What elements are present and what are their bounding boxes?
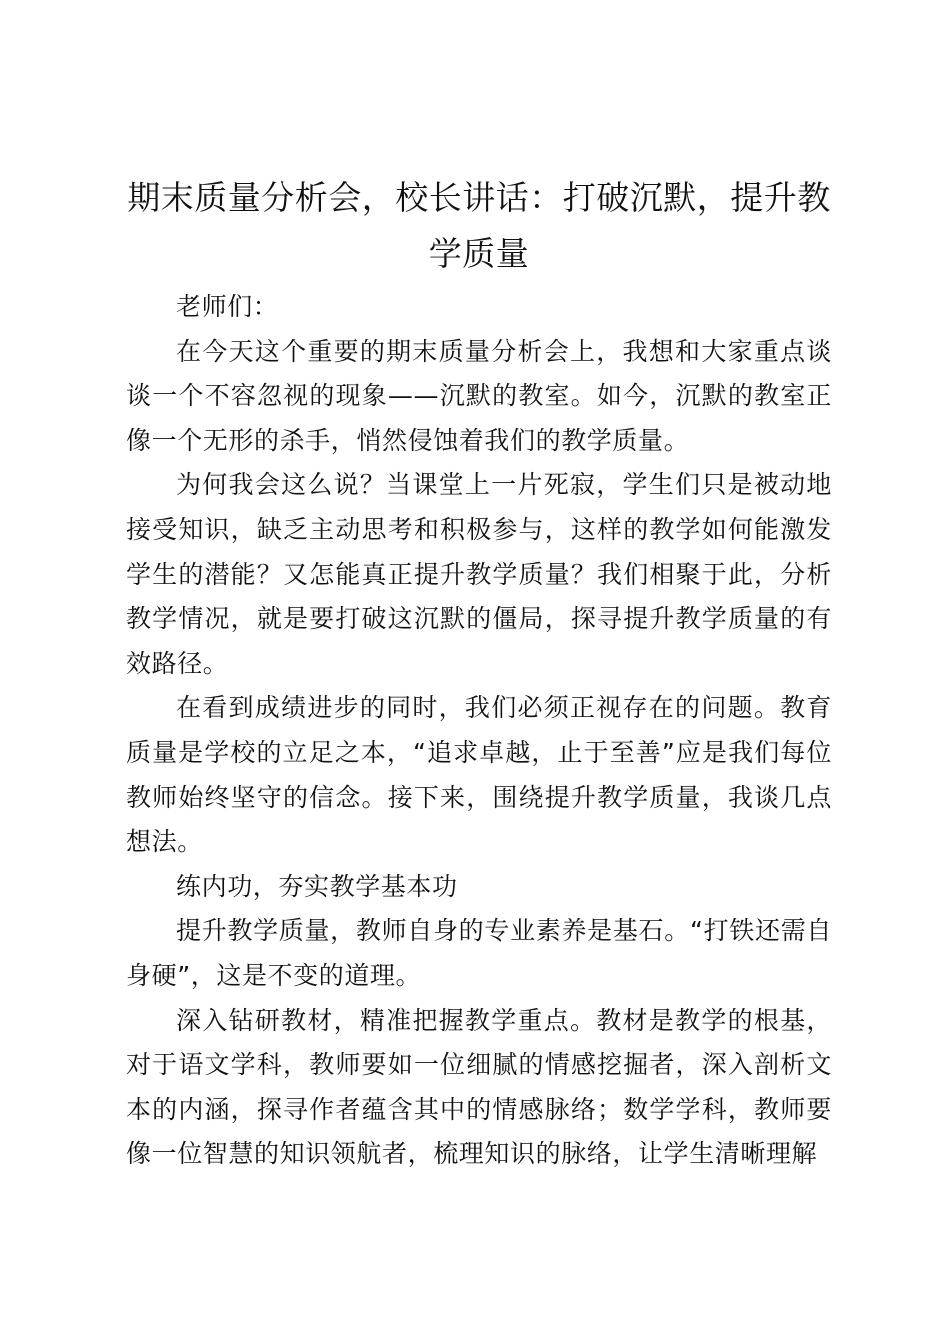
salutation: 老师们： — [176, 292, 279, 321]
paragraph-textbook: 深入钻研教材，精准把握教学重点。教材是教学的根基，对于语文学科，教师要如一位细腻的情感挖掘者，深入剖析文本的内涵，探寻作者蕴含其中的情感脉络；数学学科，教师要像一位智慧的知识领航者，梳理知识的脉络，让学生清晰理解 — [126, 1005, 832, 1169]
document-title: 期末质量分析会，校长讲话：打破沉默，提升教学质量 — [127, 178, 831, 273]
section-heading: 练内功，夯实教学基本功 — [176, 871, 458, 901]
paragraph-foundation: 提升教学质量，教师自身的专业素养是基石。“打铁还需自身硬”，这是不变的道理。 — [126, 916, 832, 990]
document-body — [126, 170, 832, 1177]
paragraph-intro: 在今天这个重要的期末质量分析会上，我想和大家重点谈谈一个不容忽视的现象——沉默的教室。如今，沉默的教室正像一个无形的杀手，悄然侵蚀着我们的教学质量。 — [126, 336, 832, 455]
paragraph-why: 为何我会这么说？当课堂上一片死寂，学生们只是被动地接受知识，缺乏主动思考和积极参与，这样的教学如何能激发学生的潜能？又怎能真正提升教学质量？我们相聚于此，分析教学情况，就是要打破这沉默的僵局，探寻提升教学质量的有效路径。 — [126, 470, 832, 678]
paragraph-problems: 在看到成绩进步的同时，我们必须正视存在的问题。教育质量是学校的立足之本，“追求卓越，止于至善”应是我们每位教师始终坚守的信念。接下来，围绕提升教学质量，我谈几点想法。 — [126, 693, 832, 857]
